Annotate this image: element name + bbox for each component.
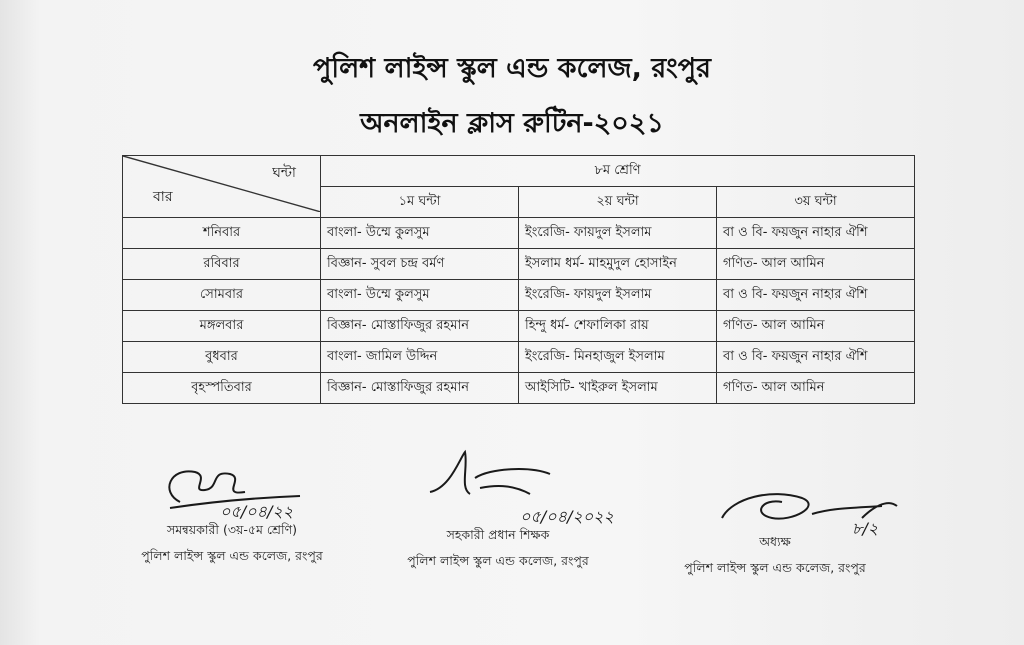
- table-row: [123, 218, 915, 249]
- period-cell: বাংলা- জামিল উদ্দিন: [321, 342, 519, 373]
- table-row: [123, 373, 915, 404]
- period-header-1: ১ম ঘন্টা: [321, 187, 519, 218]
- period-cell: গণিত- আল আমিন: [717, 311, 915, 342]
- period-cell: ইংরেজি- মিনহাজুল ইসলাম: [519, 342, 717, 373]
- signatory-role-right: অধ্যক্ষ: [759, 534, 791, 549]
- table-row: [123, 342, 915, 373]
- signature-scribble-left: [150, 462, 340, 524]
- signature-block-left: [112, 522, 352, 568]
- period-cell: বা ও বি- ফয়জুন নাহার ঐশি: [717, 218, 915, 249]
- period-cell: বিজ্ঞান- মোস্তাফিজুর রহমান: [321, 311, 519, 342]
- signatory-institution-right: পুলিশ লাইন্স স্কুল এন্ড কলেজ, রংপুর: [684, 560, 866, 575]
- period-cell: ইংরেজি- ফায়দুল ইসলাম: [519, 280, 717, 311]
- period-cell: ইসলাম ধর্ম- মাহমুদুল হোসাইন: [519, 249, 717, 280]
- signatory-role-center: সহকারী প্রধান শিক্ষক: [446, 527, 550, 542]
- corner-label-day: বার: [153, 189, 173, 205]
- signature-date-center: ০৫/০৪/২০২২: [520, 507, 614, 526]
- signatory-institution-center: পুলিশ লাইন্স স্কুল এন্ড কলেজ, রংপুর: [407, 553, 589, 568]
- period-cell: হিন্দু ধর্ম- শেফালিকা রায়: [519, 311, 717, 342]
- signature-scribble-center: [420, 448, 650, 530]
- class-header: ৮ম শ্রেণি: [321, 156, 915, 187]
- day-cell: সোমবার: [123, 280, 321, 311]
- institution-title: পুলিশ লাইন্স স্কুল এন্ড কলেজ, রংপুর: [313, 53, 711, 84]
- day-cell: বুধবার: [123, 342, 321, 373]
- signature-date-left: ০৫/০৪/২২: [220, 502, 294, 521]
- corner-label-hour: ঘন্টা: [272, 165, 296, 181]
- signature-scribble-right: [712, 478, 912, 540]
- corner-header-cell: [123, 156, 321, 218]
- period-cell: বিজ্ঞান- সুবল চন্দ্র বর্মণ: [321, 249, 519, 280]
- period-cell: গণিত- আল আমিন: [717, 373, 915, 404]
- period-cell: বিজ্ঞান- মোস্তাফিজুর রহমান: [321, 373, 519, 404]
- signature-date-right: ৮/২: [852, 519, 879, 538]
- period-header-3: ৩য় ঘন্টা: [717, 187, 915, 218]
- period-header-2: ২য় ঘন্টা: [519, 187, 717, 218]
- period-cell: বাংলা- উম্মে কুলসুম: [321, 218, 519, 249]
- period-cell: গণিত- আল আমিন: [717, 249, 915, 280]
- routine-table: [122, 155, 915, 404]
- period-cell: বা ও বি- ফয়জুন নাহার ঐশি: [717, 280, 915, 311]
- routine-title: অনলাইন ক্লাস রুটিন-২০২১: [360, 108, 664, 139]
- day-cell: রবিবার: [123, 249, 321, 280]
- table-row: [123, 311, 915, 342]
- signature-block-right: [650, 534, 900, 580]
- period-cell: বাংলা- উম্মে কুলসুম: [321, 280, 519, 311]
- day-cell: শনিবার: [123, 218, 321, 249]
- table-row: [123, 280, 915, 311]
- signature-block-center: [368, 527, 628, 573]
- table-row: [123, 249, 915, 280]
- day-cell: বৃহস্পতিবার: [123, 373, 321, 404]
- period-cell: আইসিটি- খাইরুল ইসলাম: [519, 373, 717, 404]
- period-cell: ইংরেজি- ফায়দুল ইসলাম: [519, 218, 717, 249]
- day-cell: মঙ্গলবার: [123, 311, 321, 342]
- signatory-institution-left: পুলিশ লাইন্স স্কুল এন্ড কলেজ, রংপুর: [141, 548, 323, 563]
- signatory-role-left: সমন্বয়কারী (৩য়-৫ম শ্রেণি): [166, 522, 298, 537]
- period-cell: বা ও বি- ফয়জুন নাহার ঐশি: [717, 342, 915, 373]
